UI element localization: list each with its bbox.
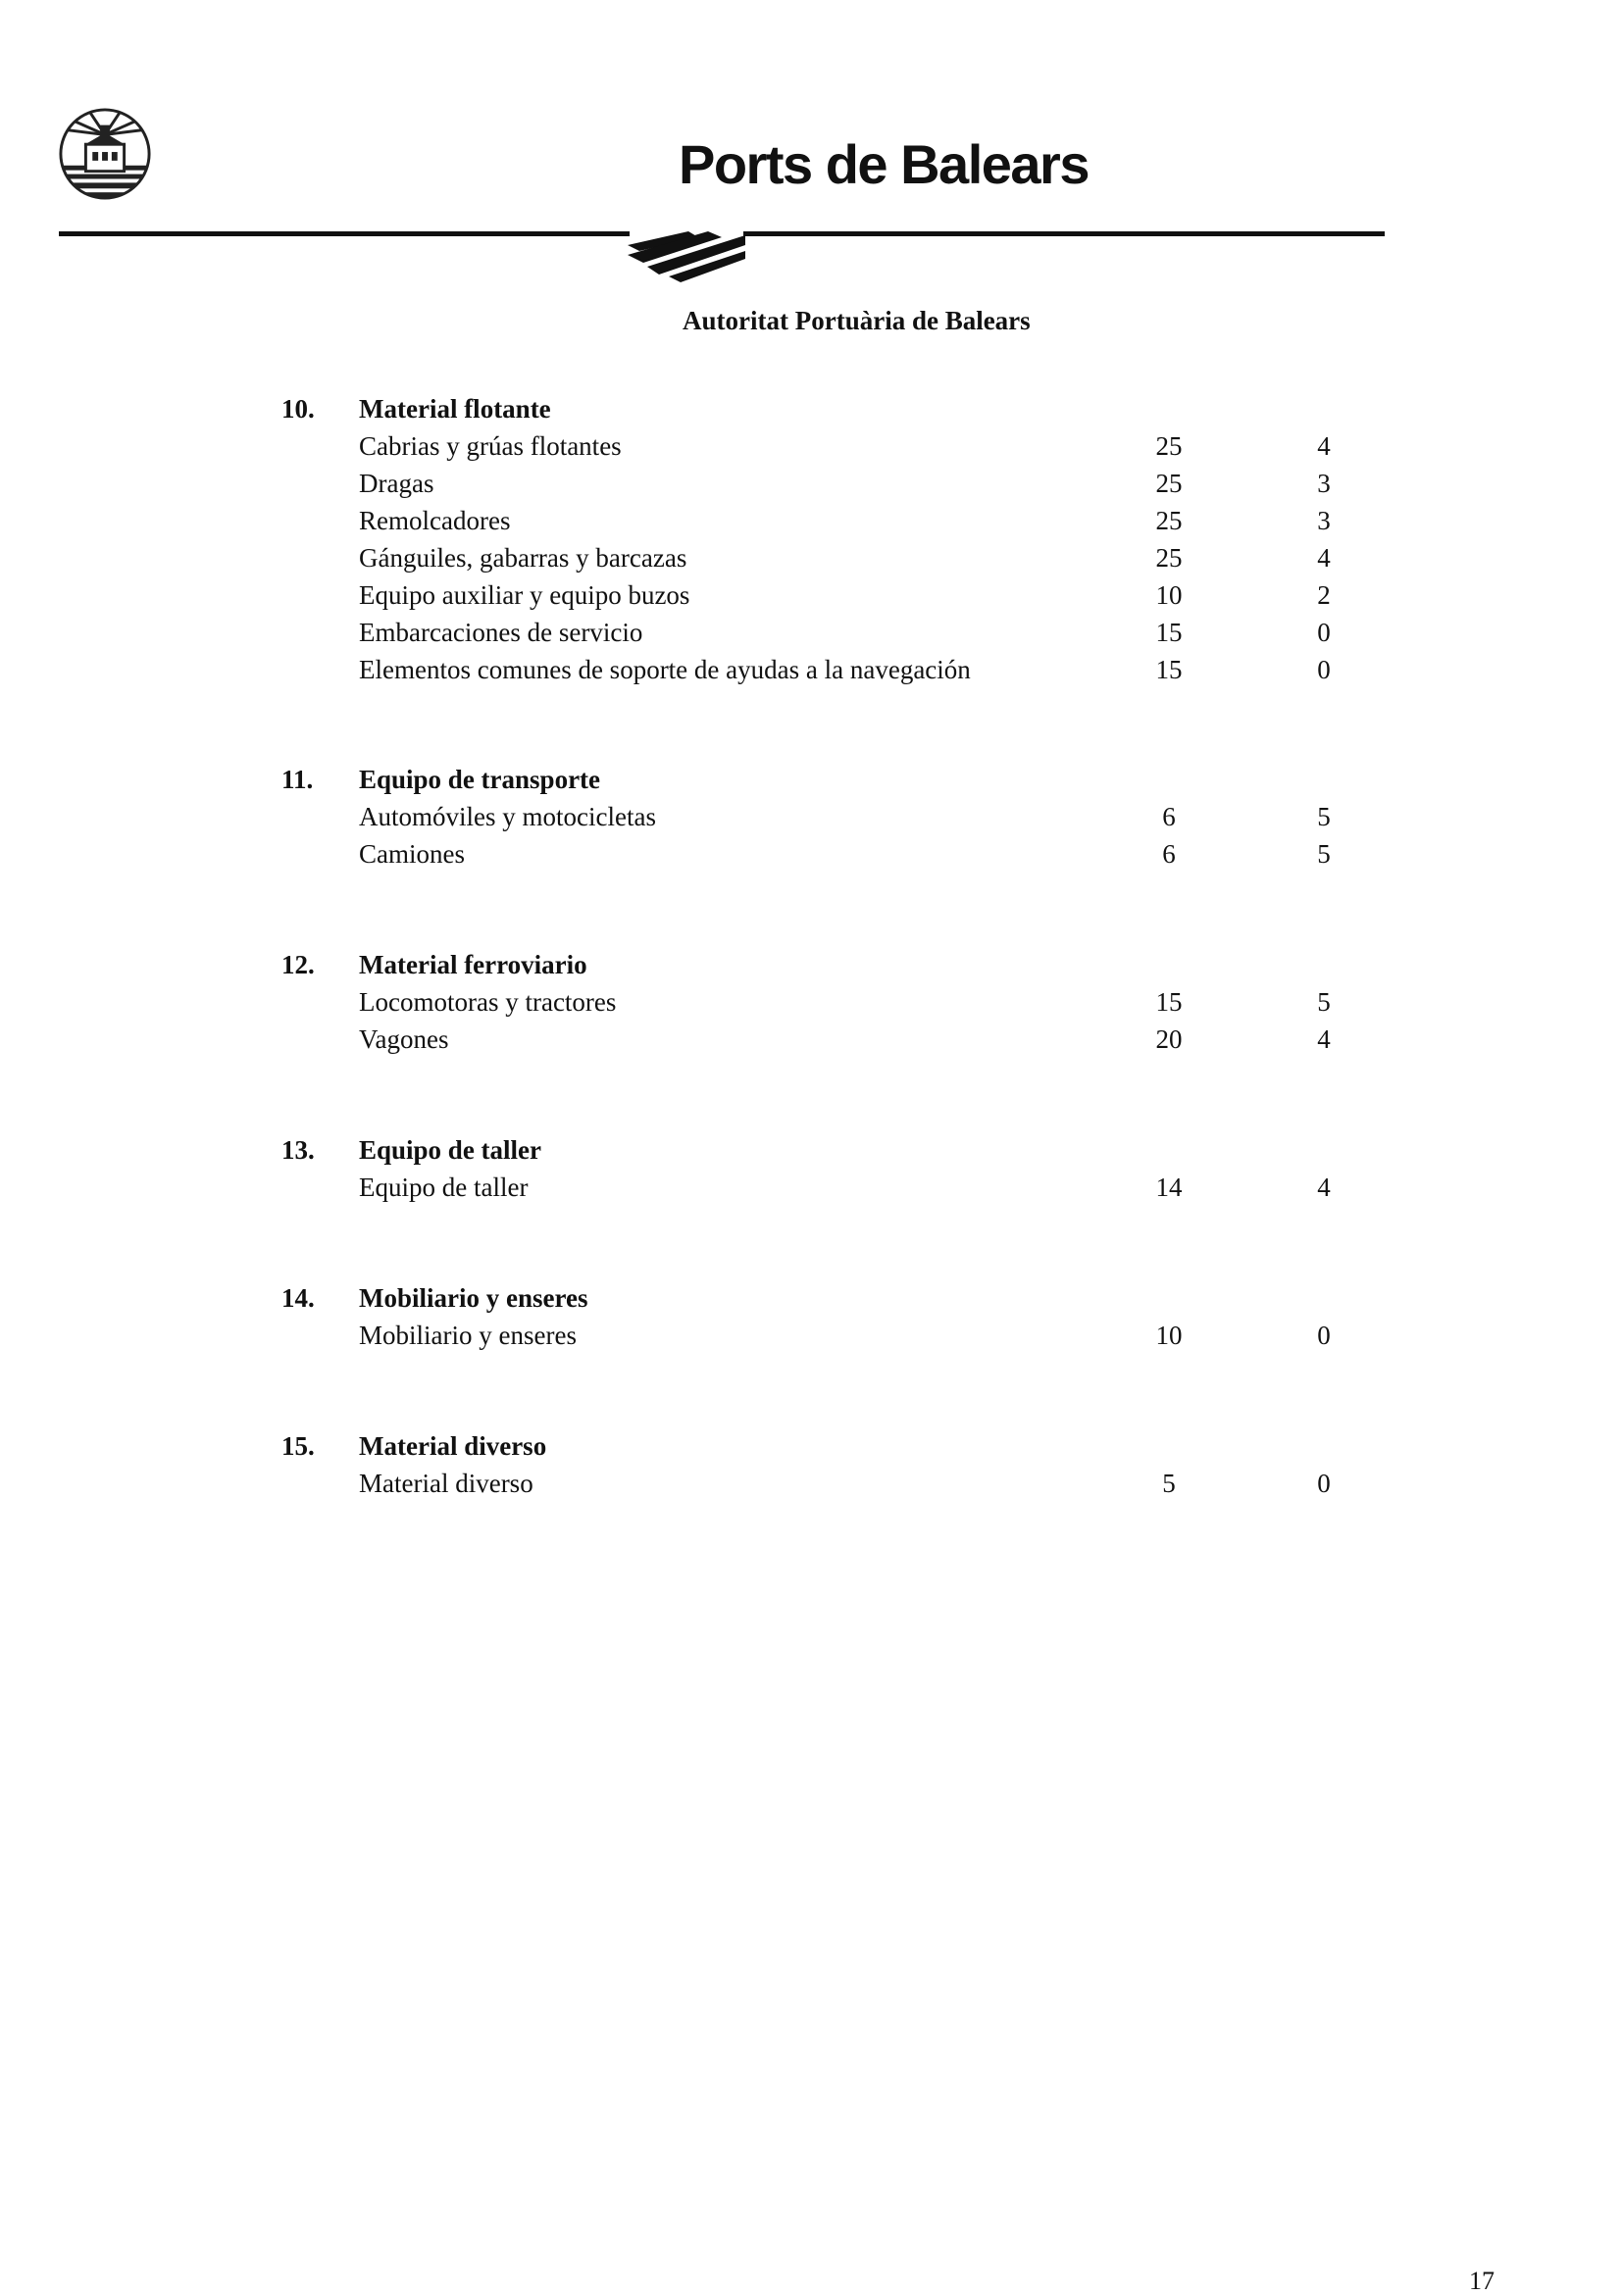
value-1: 14 [1155, 1173, 1183, 1202]
value-1: 5 [1162, 1469, 1176, 1498]
section-title: Material ferroviario [359, 950, 587, 979]
value-1: 25 [1155, 469, 1183, 498]
item-label: Equipo de taller [359, 1173, 529, 1202]
value-2: 4 [1317, 431, 1331, 461]
section-14 [0, 1279, 1622, 1354]
value-1: 20 [1155, 1024, 1183, 1054]
section-title: Equipo de transporte [359, 765, 601, 794]
item-label: Embarcaciones de servicio [359, 618, 643, 647]
section-header [0, 946, 1622, 983]
section-number: 13. [281, 1135, 315, 1165]
item-label: Remolcadores [359, 506, 511, 535]
value-1: 10 [1155, 1321, 1183, 1350]
value-2: 5 [1317, 839, 1331, 869]
authority-subtitle: Autoritat Portuària de Balears [683, 306, 1031, 335]
section-15 [0, 1427, 1622, 1502]
table-row [0, 1317, 1622, 1354]
item-label: Camiones [359, 839, 465, 869]
value-2: 5 [1317, 987, 1331, 1017]
table-row [0, 576, 1622, 614]
value-1: 25 [1155, 506, 1183, 535]
value-1: 25 [1155, 431, 1183, 461]
page-number: 17 [1469, 2267, 1495, 2295]
section-title: Mobiliario y enseres [359, 1283, 588, 1313]
section-title: Material flotante [359, 394, 551, 424]
section-number: 11. [281, 765, 314, 794]
value-1: 15 [1155, 987, 1183, 1017]
value-2: 3 [1317, 506, 1331, 535]
item-label: Gánguiles, gabarras y barcazas [359, 543, 687, 573]
table-row [0, 983, 1622, 1021]
section-header [0, 1279, 1622, 1317]
value-2: 5 [1317, 802, 1331, 831]
item-label: Cabrias y grúas flotantes [359, 431, 622, 461]
value-1: 6 [1162, 839, 1176, 869]
value-1: 6 [1162, 802, 1176, 831]
section-number: 15. [281, 1431, 315, 1461]
section-header [0, 761, 1622, 798]
table-row [0, 1021, 1622, 1058]
section-header [0, 1131, 1622, 1169]
section-13 [0, 1131, 1622, 1206]
value-2: 0 [1317, 618, 1331, 647]
value-2: 0 [1317, 1469, 1331, 1498]
section-11 [0, 761, 1622, 873]
item-label: Vagones [359, 1024, 449, 1054]
value-2: 4 [1317, 543, 1331, 573]
item-label: Material diverso [359, 1469, 533, 1498]
section-number: 12. [281, 950, 315, 979]
table-row [0, 798, 1622, 835]
brand-title: Ports de Balears [679, 133, 1089, 195]
value-2: 4 [1317, 1024, 1331, 1054]
value-2: 0 [1317, 655, 1331, 684]
value-2: 3 [1317, 469, 1331, 498]
table-row [0, 465, 1622, 502]
item-label: Mobiliario y enseres [359, 1321, 577, 1350]
value-2: 2 [1317, 580, 1331, 610]
table-row [0, 651, 1622, 688]
table-row [0, 1465, 1622, 1502]
section-title: Material diverso [359, 1431, 547, 1461]
value-1: 15 [1155, 618, 1183, 647]
table-row [0, 502, 1622, 539]
item-label: Locomotoras y tractores [359, 987, 617, 1017]
item-label: Automóviles y motocicletas [359, 802, 656, 831]
table-row [0, 1169, 1622, 1206]
section-title: Equipo de taller [359, 1135, 542, 1165]
table-row [0, 835, 1622, 873]
section-12 [0, 946, 1622, 1058]
item-label: Equipo auxiliar y equipo buzos [359, 580, 690, 610]
item-label: Elementos comunes de soporte de ayudas a la navegación [359, 655, 971, 684]
item-label: Dragas [359, 469, 434, 498]
value-1: 10 [1155, 580, 1183, 610]
section-number: 10. [281, 394, 315, 424]
value-1: 25 [1155, 543, 1183, 573]
section-number: 14. [281, 1283, 315, 1313]
table-row [0, 539, 1622, 576]
table-row [0, 614, 1622, 651]
table-row [0, 427, 1622, 465]
section-header [0, 1427, 1622, 1465]
value-2: 4 [1317, 1173, 1331, 1202]
value-2: 0 [1317, 1321, 1331, 1350]
section-10 [0, 390, 1622, 688]
value-1: 15 [1155, 655, 1183, 684]
section-header [0, 390, 1622, 427]
